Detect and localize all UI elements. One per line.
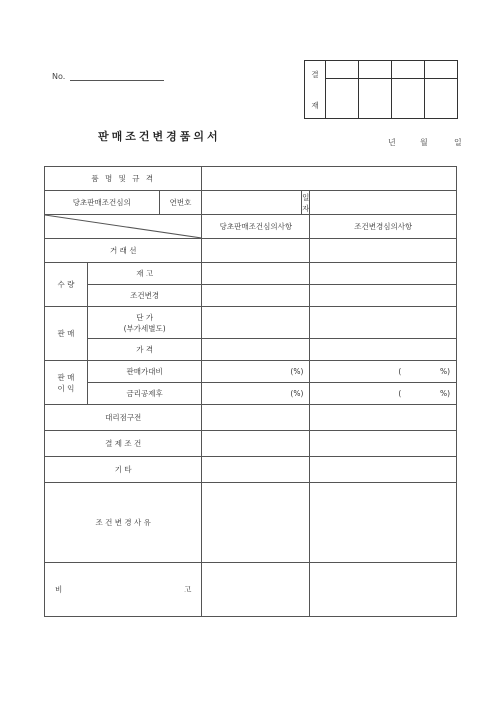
main-form-table — [44, 166, 457, 617]
value-price-original[interactable] — [202, 339, 310, 361]
label-unit-price: 단 가 (부가세별도) — [87, 307, 202, 339]
label-quantity: 수 량 — [45, 263, 88, 307]
value-payment-original[interactable] — [202, 431, 310, 457]
value-unit-price-changed[interactable] — [310, 307, 457, 339]
value-remarks-changed[interactable] — [310, 563, 457, 617]
label-change-reason: 조 건 변 경 사 유 — [45, 483, 202, 563]
label-product-spec: 품 명 및 규 격 — [45, 167, 202, 191]
approval-sign-cell[interactable] — [359, 79, 392, 119]
approval-sign-cell[interactable] — [326, 79, 359, 119]
approval-header-cell — [359, 61, 392, 79]
label-date: 일 자 — [302, 192, 310, 213]
value-agency-changed[interactable] — [310, 405, 457, 431]
label-client: 거 래 선 — [45, 239, 202, 263]
value-etc-original[interactable] — [202, 457, 310, 483]
approval-sign-cell[interactable] — [425, 79, 458, 119]
value-vs-price-changed[interactable]: ( %) — [310, 361, 457, 383]
value-etc-changed[interactable] — [310, 457, 457, 483]
value-client-original[interactable] — [202, 239, 310, 263]
value-remarks-original[interactable] — [202, 563, 310, 617]
value-change-reason-changed[interactable] — [310, 483, 457, 563]
value-date[interactable] — [310, 191, 457, 215]
value-change-reason-original[interactable] — [202, 483, 310, 563]
value-serial-no[interactable] — [202, 191, 301, 214]
value-vs-price-original[interactable]: ( %) — [202, 361, 310, 383]
label-etc: 기 타 — [45, 457, 202, 483]
approval-box — [304, 60, 458, 119]
label-original-review: 당초판매조건심의 — [45, 191, 160, 215]
no-label: No. — [52, 72, 66, 81]
value-price-changed[interactable] — [310, 339, 457, 361]
value-unit-price-original[interactable] — [202, 307, 310, 339]
value-after-interest-original[interactable]: ( %) — [202, 383, 310, 405]
diagonal-header-cell — [45, 215, 202, 239]
label-price: 가 격 — [87, 339, 202, 361]
date-field[interactable]: 년 월 일 — [388, 138, 463, 147]
label-remarks: 비 고 — [45, 563, 202, 617]
no-input-line[interactable] — [70, 80, 164, 81]
approval-label: 결 재 — [305, 61, 326, 119]
label-serial-no: 연번호 — [159, 191, 202, 215]
value-payment-changed[interactable] — [310, 431, 457, 457]
diagonal-line — [45, 215, 201, 238]
label-agency: 대리점구전 — [45, 405, 202, 431]
value-client-changed[interactable] — [310, 239, 457, 263]
label-profit: 판 매 이 익 — [45, 361, 88, 405]
value-product-spec[interactable] — [202, 167, 457, 191]
label-inventory: 재 고 — [87, 263, 202, 285]
approval-header-cell — [392, 61, 425, 79]
value-inventory-original[interactable] — [202, 263, 310, 285]
label-vs-price: 판매가대비 — [87, 361, 202, 383]
col-header-changed: 조건변경심의사항 — [310, 215, 457, 239]
col-header-original: 당초판매조건심의사항 — [202, 215, 310, 239]
approval-sign-cell[interactable] — [392, 79, 425, 119]
value-condition-change-changed[interactable] — [310, 285, 457, 307]
value-condition-change-original[interactable] — [202, 285, 310, 307]
label-after-interest: 금리공제후 — [87, 383, 202, 405]
value-inventory-changed[interactable] — [310, 263, 457, 285]
label-payment: 결 제 조 건 — [45, 431, 202, 457]
value-after-interest-changed[interactable]: ( %) — [310, 383, 457, 405]
form-title: 판매조건변경품의서 — [98, 130, 221, 143]
label-condition-change: 조건변경 — [87, 285, 202, 307]
label-sales: 판 매 — [45, 307, 88, 361]
approval-header-cell — [326, 61, 359, 79]
value-agency-original[interactable] — [202, 405, 310, 431]
approval-header-cell — [425, 61, 458, 79]
